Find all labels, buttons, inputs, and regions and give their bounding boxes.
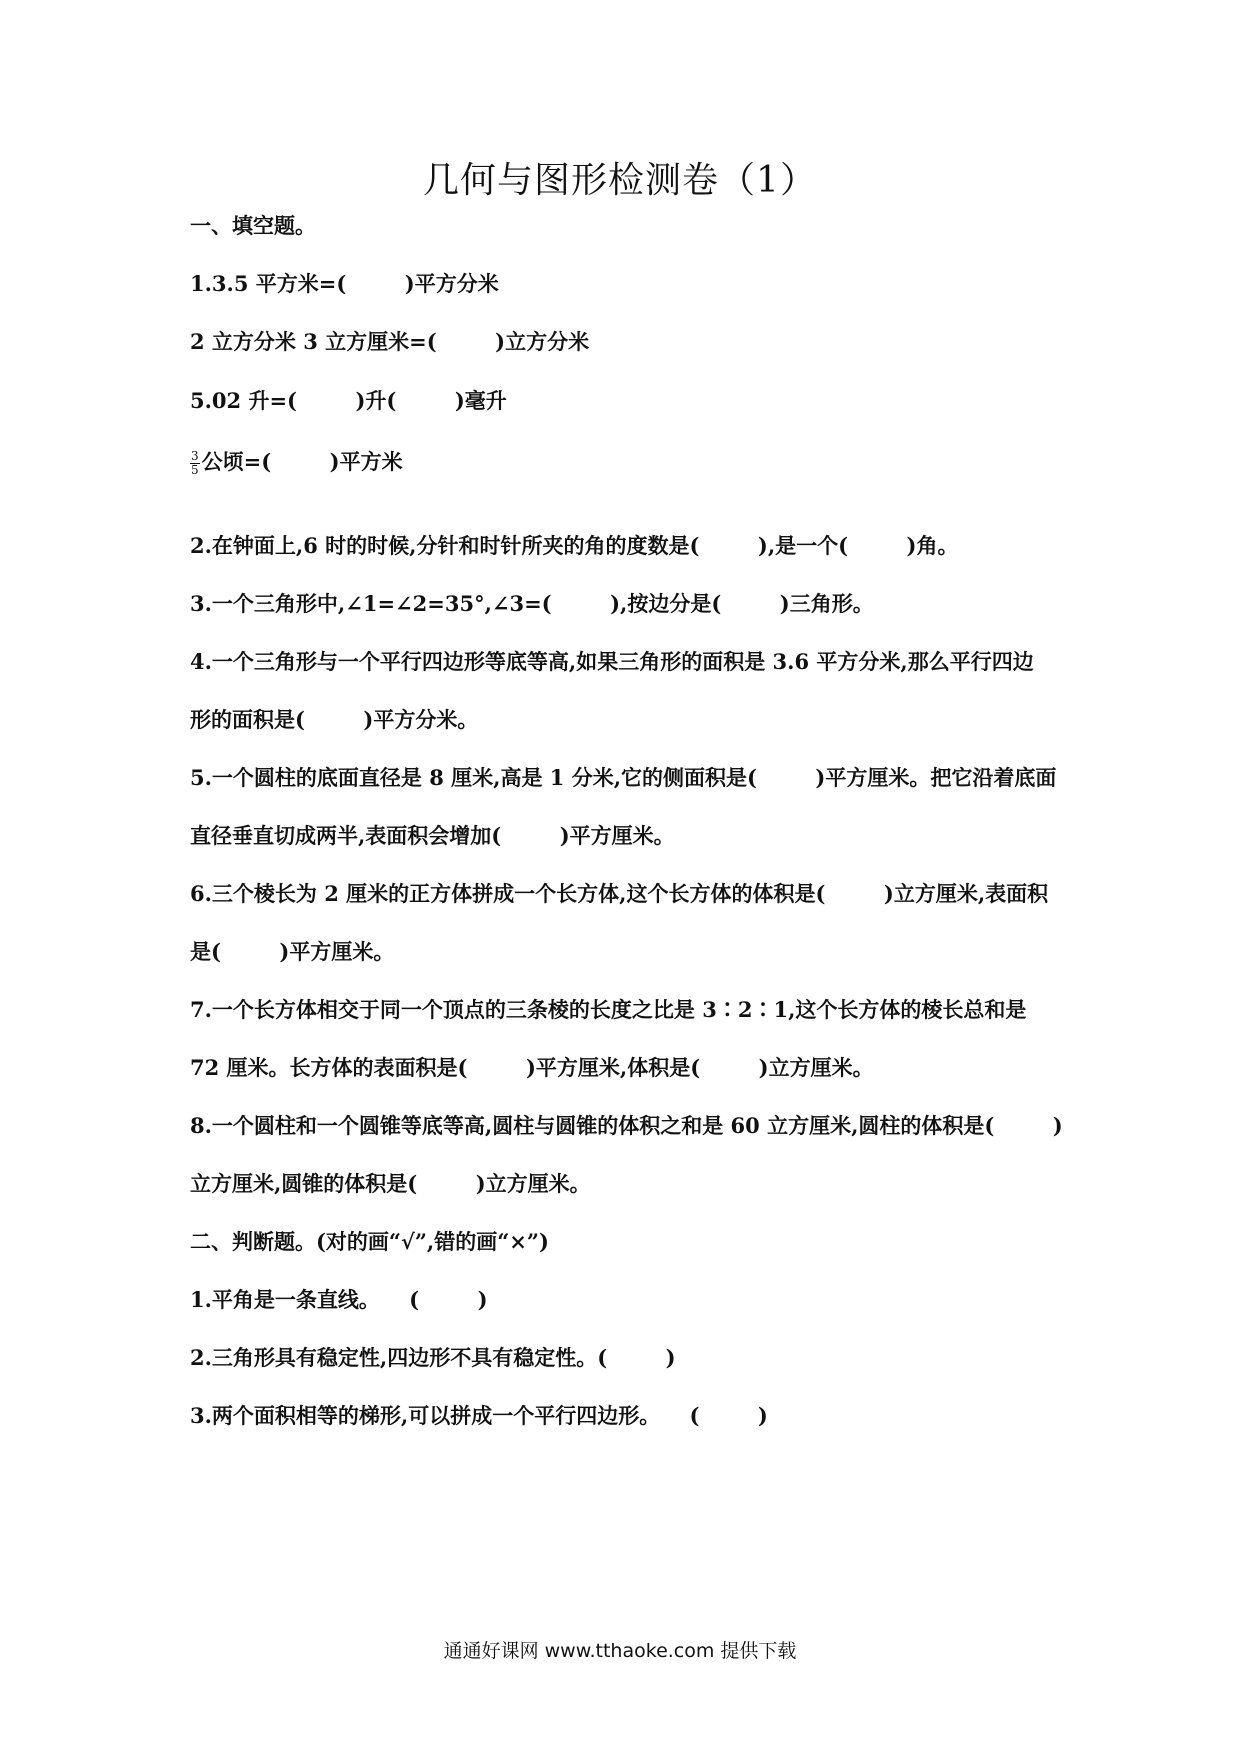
page-title: 几何与图形检测卷（1） <box>423 160 817 201</box>
section-heading-true-false: 二、判断题。(对的画“√”,错的画“×”) <box>190 1229 549 1254</box>
question-line: 立方厘米,圆锥的体积是( )立方厘米。 <box>190 1171 591 1196</box>
question-line: 2 立方分米 3 立方厘米=( )立方分米 <box>190 329 590 354</box>
question-line: 2.在钟面上,6 时的时候,分针和时针所夹的角的度数是( ),是一个( )角。 <box>190 533 959 558</box>
question-line: 5.02 升=( )升( )毫升 <box>190 388 507 413</box>
question-line-fraction <box>190 446 403 477</box>
fraction <box>190 450 200 477</box>
question-line: 4.一个三角形与一个平行四边形等底等高,如果三角形的面积是 3.6 平方分米,那么平行四边 <box>190 649 1034 674</box>
fraction-denominator: 5 <box>191 463 199 477</box>
question-line: 直径垂直切成两半,表面积会增加( )平方厘米。 <box>190 823 675 848</box>
footer-credit: 通通好课网 www.tthaoke.com 提供下载 <box>443 1640 797 1662</box>
question-line: 3.一个三角形中,∠1=∠2=35°,∠3=( ),按边分是( )三角形。 <box>190 591 874 616</box>
question-line: 5.一个圆柱的底面直径是 8 厘米,高是 1 分米,它的侧面积是( )平方厘米。把它沿着底面 <box>190 765 1057 790</box>
question-line: 形的面积是( )平方分米。 <box>190 707 479 732</box>
question-text: 公顷=( )平方米 <box>201 449 403 474</box>
question-line: 3.两个面积相等的梯形,可以拼成一个平行四边形。 ( ) <box>190 1403 768 1428</box>
section-heading-fill-blank: 一、填空题。 <box>190 213 316 238</box>
question-line: 6.三个棱长为 2 厘米的正方体拼成一个长方体,这个长方体的体积是( )立方厘米,表面积 <box>190 881 1049 906</box>
question-line: 2.三角形具有稳定性,四边形不具有稳定性。( ) <box>190 1345 676 1370</box>
fraction-numerator: 3 <box>191 449 199 463</box>
question-line: 是( )平方厘米。 <box>190 939 395 964</box>
question-line: 72 厘米。长方体的表面积是( )平方厘米,体积是( )立方厘米。 <box>190 1055 874 1080</box>
question-line: 7.一个长方体相交于同一个顶点的三条棱的长度之比是 3∶2∶1,这个长方体的棱长总和是 <box>190 997 1027 1022</box>
question-line: 1.平角是一条直线。 ( ) <box>190 1287 488 1312</box>
question-line: 8.一个圆柱和一个圆锥等底等高,圆柱与圆锥的体积之和是 60 立方厘米,圆柱的体积是( ) <box>190 1113 1063 1138</box>
question-line: 1.3.5 平方米=( )平方分米 <box>190 271 499 296</box>
